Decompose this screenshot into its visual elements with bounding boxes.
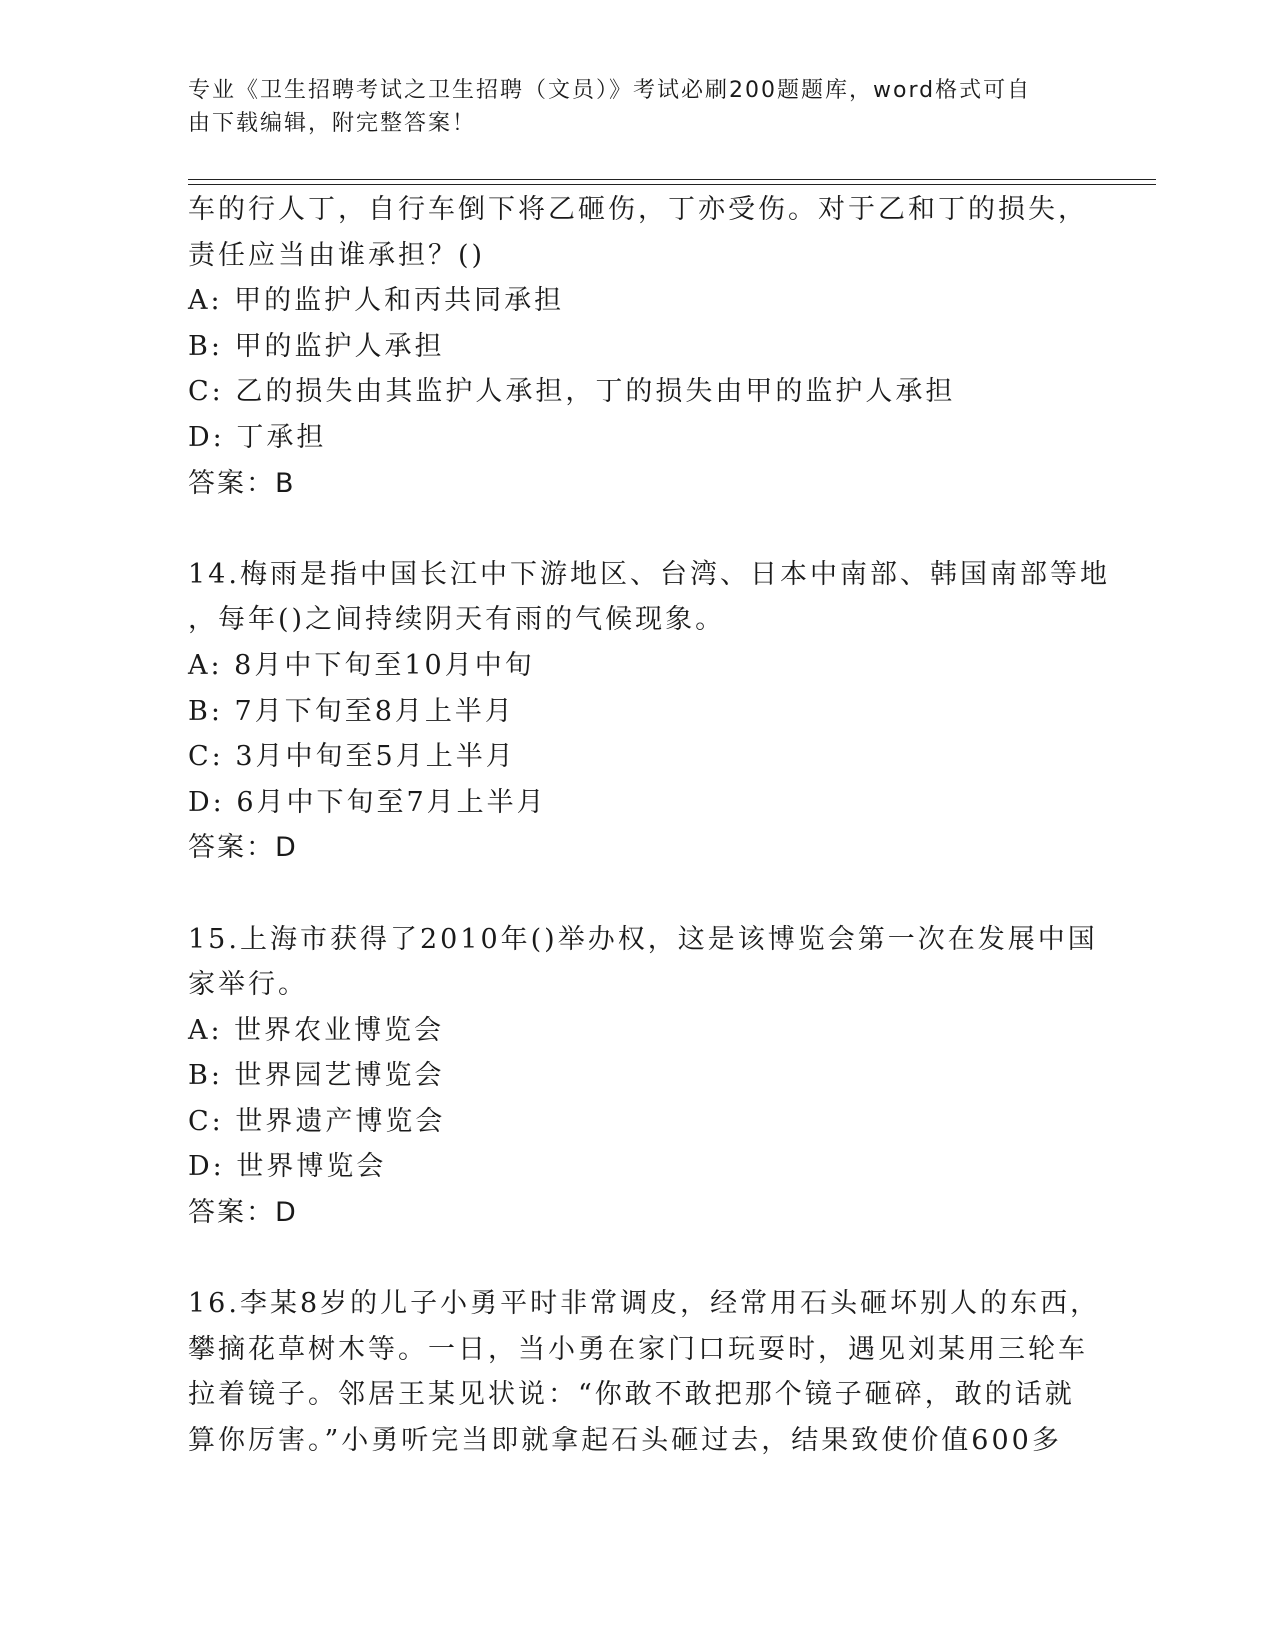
question-stem-line: 责任应当由谁承担？() [188, 239, 486, 271]
question-stem-line: ，每年()之间持续阴天有雨的气候现象。 [188, 604, 726, 636]
option-c: C: 世界遗产博览会 [188, 1105, 446, 1137]
option-b: B: 世界园艺博览会 [188, 1060, 445, 1092]
spacer [188, 871, 1088, 917]
question-stem-line: 14.梅雨是指中国长江中下游地区、台湾、日本中南部、韩国南部等地 [188, 558, 1110, 590]
answer-line: 答案：D [188, 1197, 298, 1229]
header-rule-top [188, 179, 1156, 180]
question-stem-line: 算你厉害。”小勇听完当即就拿起石头砸过去，结果致使价值600多 [188, 1425, 1062, 1457]
option-a: A: 8月中下旬至10月中旬 [188, 649, 535, 681]
question-15 [188, 917, 1098, 1236]
option-a: A: 甲的监护人和丙共同承担 [188, 285, 565, 317]
option-b: B: 7月下旬至8月上半月 [188, 695, 515, 727]
question-14 [188, 552, 1110, 871]
question-16 [188, 1281, 1101, 1463]
header-rule-bottom [188, 184, 1156, 185]
question-stem-line: 车的行人丁，自行车倒下将乙砸伤，丁亦受伤。对于乙和丁的损失， [188, 194, 1088, 225]
answer-line: 答案：B [188, 467, 296, 499]
header-line-1: 专业《卫生招聘考试之卫生招聘（文员）》考试必刷200题题库，word格式可自 [188, 78, 1032, 103]
question-stem-line: 拉着镜子。邻居王某见状说：“你敢不敢把那个镜子砸碎，敢的话就 [188, 1379, 1075, 1411]
spacer [188, 1236, 1088, 1282]
option-a: A: 世界农业博览会 [188, 1014, 445, 1046]
option-b: B: 甲的监护人承担 [188, 330, 445, 362]
spacer [188, 506, 1088, 552]
document-header [188, 74, 1088, 140]
question-stem-line: 16.李某8岁的儿子小勇平时非常调皮，经常用石头砸坏别人的东西， [188, 1288, 1101, 1320]
option-c: C: 3月中旬至5月上半月 [188, 741, 516, 773]
answer-line: 答案：D [188, 832, 298, 864]
option-d: D: 世界博览会 [188, 1151, 387, 1183]
question-stem-line: 家举行。 [188, 969, 308, 1001]
option-c: C: 乙的损失由其监护人承担，丁的损失由甲的监护人承担 [188, 376, 956, 408]
document-body [188, 187, 1110, 1464]
option-d: D: 丁承担 [188, 421, 327, 453]
header-line-2: 由下载编辑，附完整答案！ [188, 111, 477, 136]
question-13 [188, 187, 1088, 506]
question-stem-line: 攀摘花草树木等。一日，当小勇在家门口玩耍时，遇见刘某用三轮车 [188, 1333, 1088, 1365]
question-stem-line: 15.上海市获得了2010年()举办权，这是该博览会第一次在发展中国 [188, 923, 1098, 955]
option-d: D: 6月中下旬至7月上半月 [188, 786, 547, 818]
